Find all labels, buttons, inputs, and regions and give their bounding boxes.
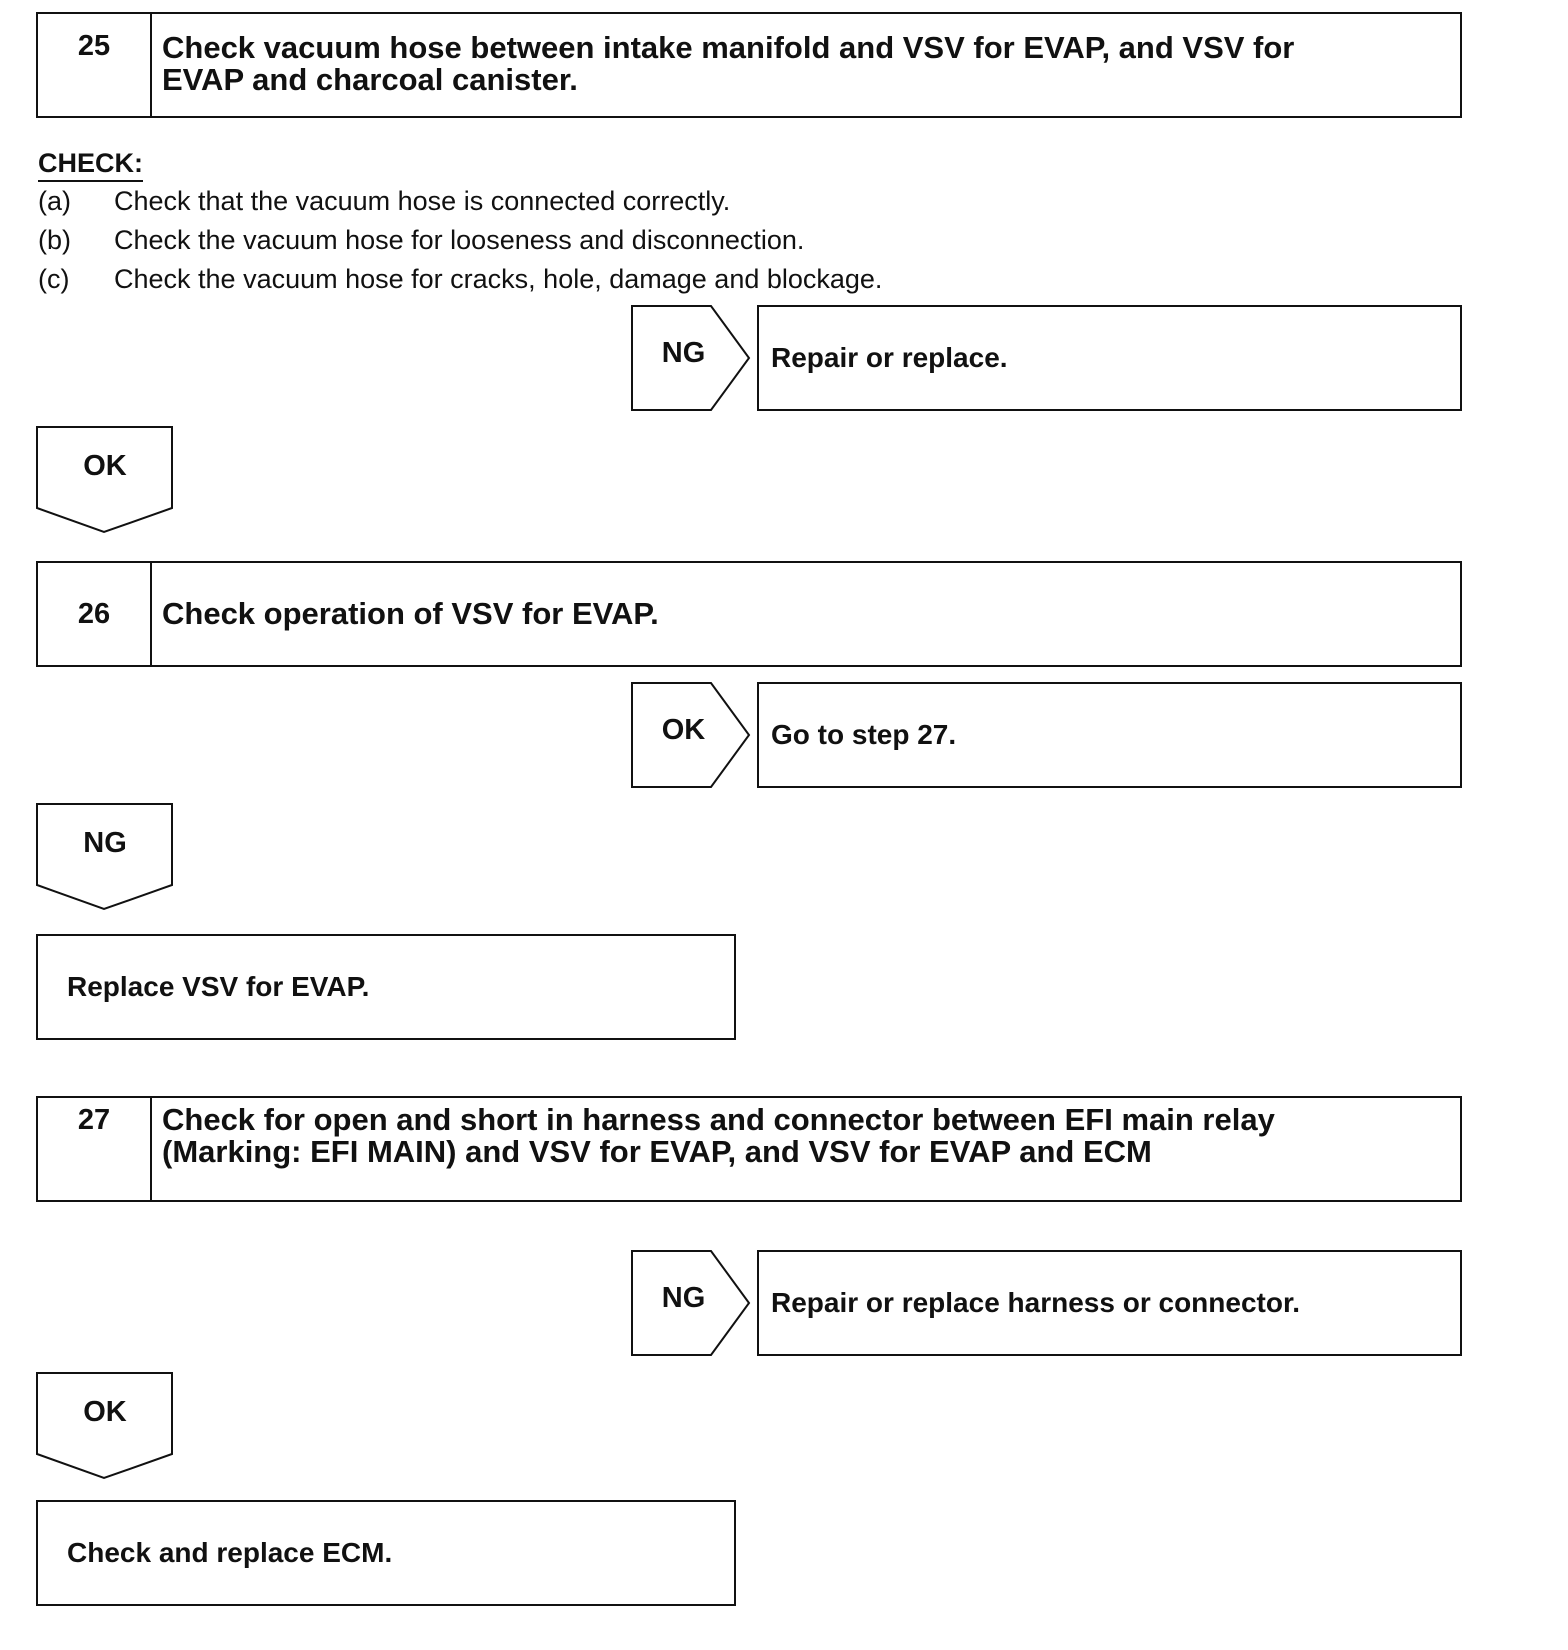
check-item-letter: (b) [38,225,71,255]
ok-arrow [631,682,751,788]
check-item-letter: (c) [38,264,70,294]
repair-or-replace-box [757,305,1462,411]
action-text: Go to step 27. [771,719,957,750]
step-number: 25 [38,14,152,116]
ok-arrow [36,1372,174,1480]
check-item-letter: (a) [38,186,71,216]
step-number: 27 [38,1098,152,1200]
step-title [162,32,1430,96]
check-item-text: Check the vacuum hose for cracks, hole, damage and blockage. [114,264,883,294]
action-text: Repair or replace. [771,342,1008,373]
step-title-line: Check for open and short in harness and connector between EFI main relay [162,1102,1275,1137]
step-number: 26 [38,563,152,665]
arrow-label: OK [661,714,706,746]
step-27-box [36,1096,1462,1202]
ng-arrow [631,305,751,411]
step-title [162,1104,1430,1168]
replace-ecm-box [36,1500,736,1606]
step-26-box [36,561,1462,667]
step-title-line: Check vacuum hose between intake manifold and VSV for EVAP, and VSV for [162,30,1295,65]
arrow-label: NG [661,1282,706,1314]
ng-arrow [631,1250,751,1356]
arrow-label: NG [661,337,706,369]
action-text: Replace VSV for EVAP. [67,971,370,1002]
replace-vsv-box [36,934,736,1040]
check-item-text: Check the vacuum hose for looseness and disconnection. [114,225,805,255]
arrow-label: OK [83,1396,127,1428]
ok-arrow [36,426,174,534]
repair-harness-box [757,1250,1462,1356]
step-title-line: EVAP and charcoal canister. [162,62,578,97]
step-25-box [36,12,1462,118]
check-item [38,186,730,217]
check-heading: CHECK: [38,148,143,182]
check-item-text: Check that the vacuum hose is connected correctly. [114,186,731,216]
step-title: Check operation of VSV for EVAP. [162,596,659,631]
check-item [38,225,804,256]
action-text: Check and replace ECM. [67,1537,393,1568]
step-title-line: (Marking: EFI MAIN) and VSV for EVAP, and VSV for EVAP and ECM [162,1134,1152,1169]
action-text: Repair or replace harness or connector. [771,1287,1301,1318]
arrow-label: NG [83,827,127,859]
ng-arrow [36,803,174,911]
arrow-label: OK [83,450,127,482]
check-item [38,264,882,295]
go-to-step-box [757,682,1462,788]
